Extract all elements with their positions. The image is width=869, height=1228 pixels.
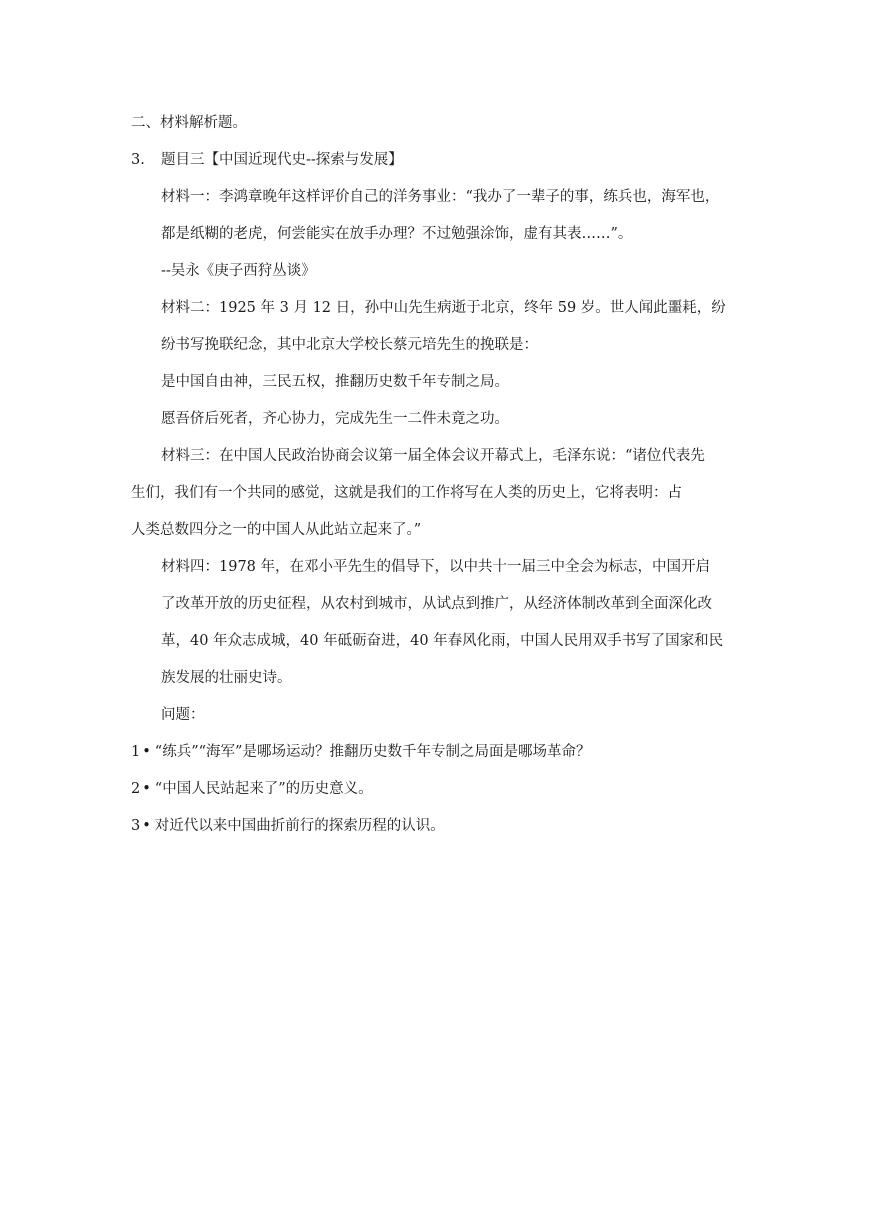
- section-heading: 二、材料解析题。: [131, 115, 247, 131]
- material1-source: --吴永《庚子西狩丛谈》: [161, 263, 316, 279]
- material4-line1: 材料四：1978 年，在邓小平先生的倡导下，以中共十一届三中全会为标志，中国开启: [161, 559, 711, 575]
- material3-line2: 生们，我们有一个共同的感觉，这就是我们的工作将写在人类的历史上，它将表明：占: [131, 485, 682, 501]
- sub-question-number: 1: [131, 744, 141, 760]
- bullet-icon: •: [142, 818, 151, 834]
- sub-question-number: 3: [131, 818, 141, 834]
- material1-line1: 材料一：李鸿章晚年这样评价自己的洋务事业：“我办了一辈子的事，练兵也，海军也，: [161, 189, 720, 205]
- questions-label: 问题：: [161, 707, 205, 723]
- material3-line1: 材料三：在中国人民政治协商会议第一届全体会议开幕式上，毛泽东说：“诸位代表先: [161, 448, 705, 464]
- bullet-icon: •: [142, 781, 151, 797]
- material2-line2: 纷书写挽联纪念，其中北京大学校长蔡元培先生的挽联是：: [161, 337, 538, 353]
- material1-line2: 都是纸糊的老虎，何尝能实在放手办理？不过勉强涂饰，虚有其表……”。: [161, 226, 633, 242]
- material4-line3: 革，40 年众志成城，40 年砥砺奋进，40 年春风化雨，中国人民用双手书写了国家和民: [161, 633, 724, 649]
- bullet-icon: •: [142, 744, 151, 760]
- sub-question-text: 对近代以来中国曲折前行的探索历程的认识。: [154, 818, 445, 834]
- question-title-line: [0, 149, 869, 171]
- material3-line3: 人类总数四分之一的中国人从此站立起来了。”: [131, 522, 422, 538]
- sub-question-2: [0, 778, 869, 800]
- sub-question-3: [0, 815, 869, 837]
- document-content: [0, 112, 869, 852]
- material4-line2: 了改革开放的历史征程，从农村到城市，从试点到推广，从经济体制改革到全面深化改: [161, 596, 712, 612]
- sub-question-number: 2: [131, 781, 141, 797]
- material4-line4: 族发展的壮丽史诗。: [161, 670, 292, 686]
- material2-couplet2: 愿吾侪后死者，齐心协力，完成先生一二件未竟之功。: [161, 411, 509, 427]
- sub-question-1: [0, 741, 869, 763]
- sub-question-text: “练兵”“海军”是哪场运动？推翻历史数千年专制之局面是哪场革命？: [154, 744, 591, 760]
- question-title: 题目三【中国近现代史--探索与发展】: [161, 152, 403, 168]
- question-number: 3.: [131, 152, 145, 168]
- material2-couplet1: 是中国自由神，三民五权，推翻历史数千年专制之局。: [161, 374, 509, 390]
- sub-question-text: “中国人民站起来了”的历史意义。: [154, 781, 373, 797]
- material2-line1: 材料二：1925 年 3 月 12 日，孙中山先生病逝于北京，终年 59 岁。世人闻此噩耗，纷: [161, 300, 726, 316]
